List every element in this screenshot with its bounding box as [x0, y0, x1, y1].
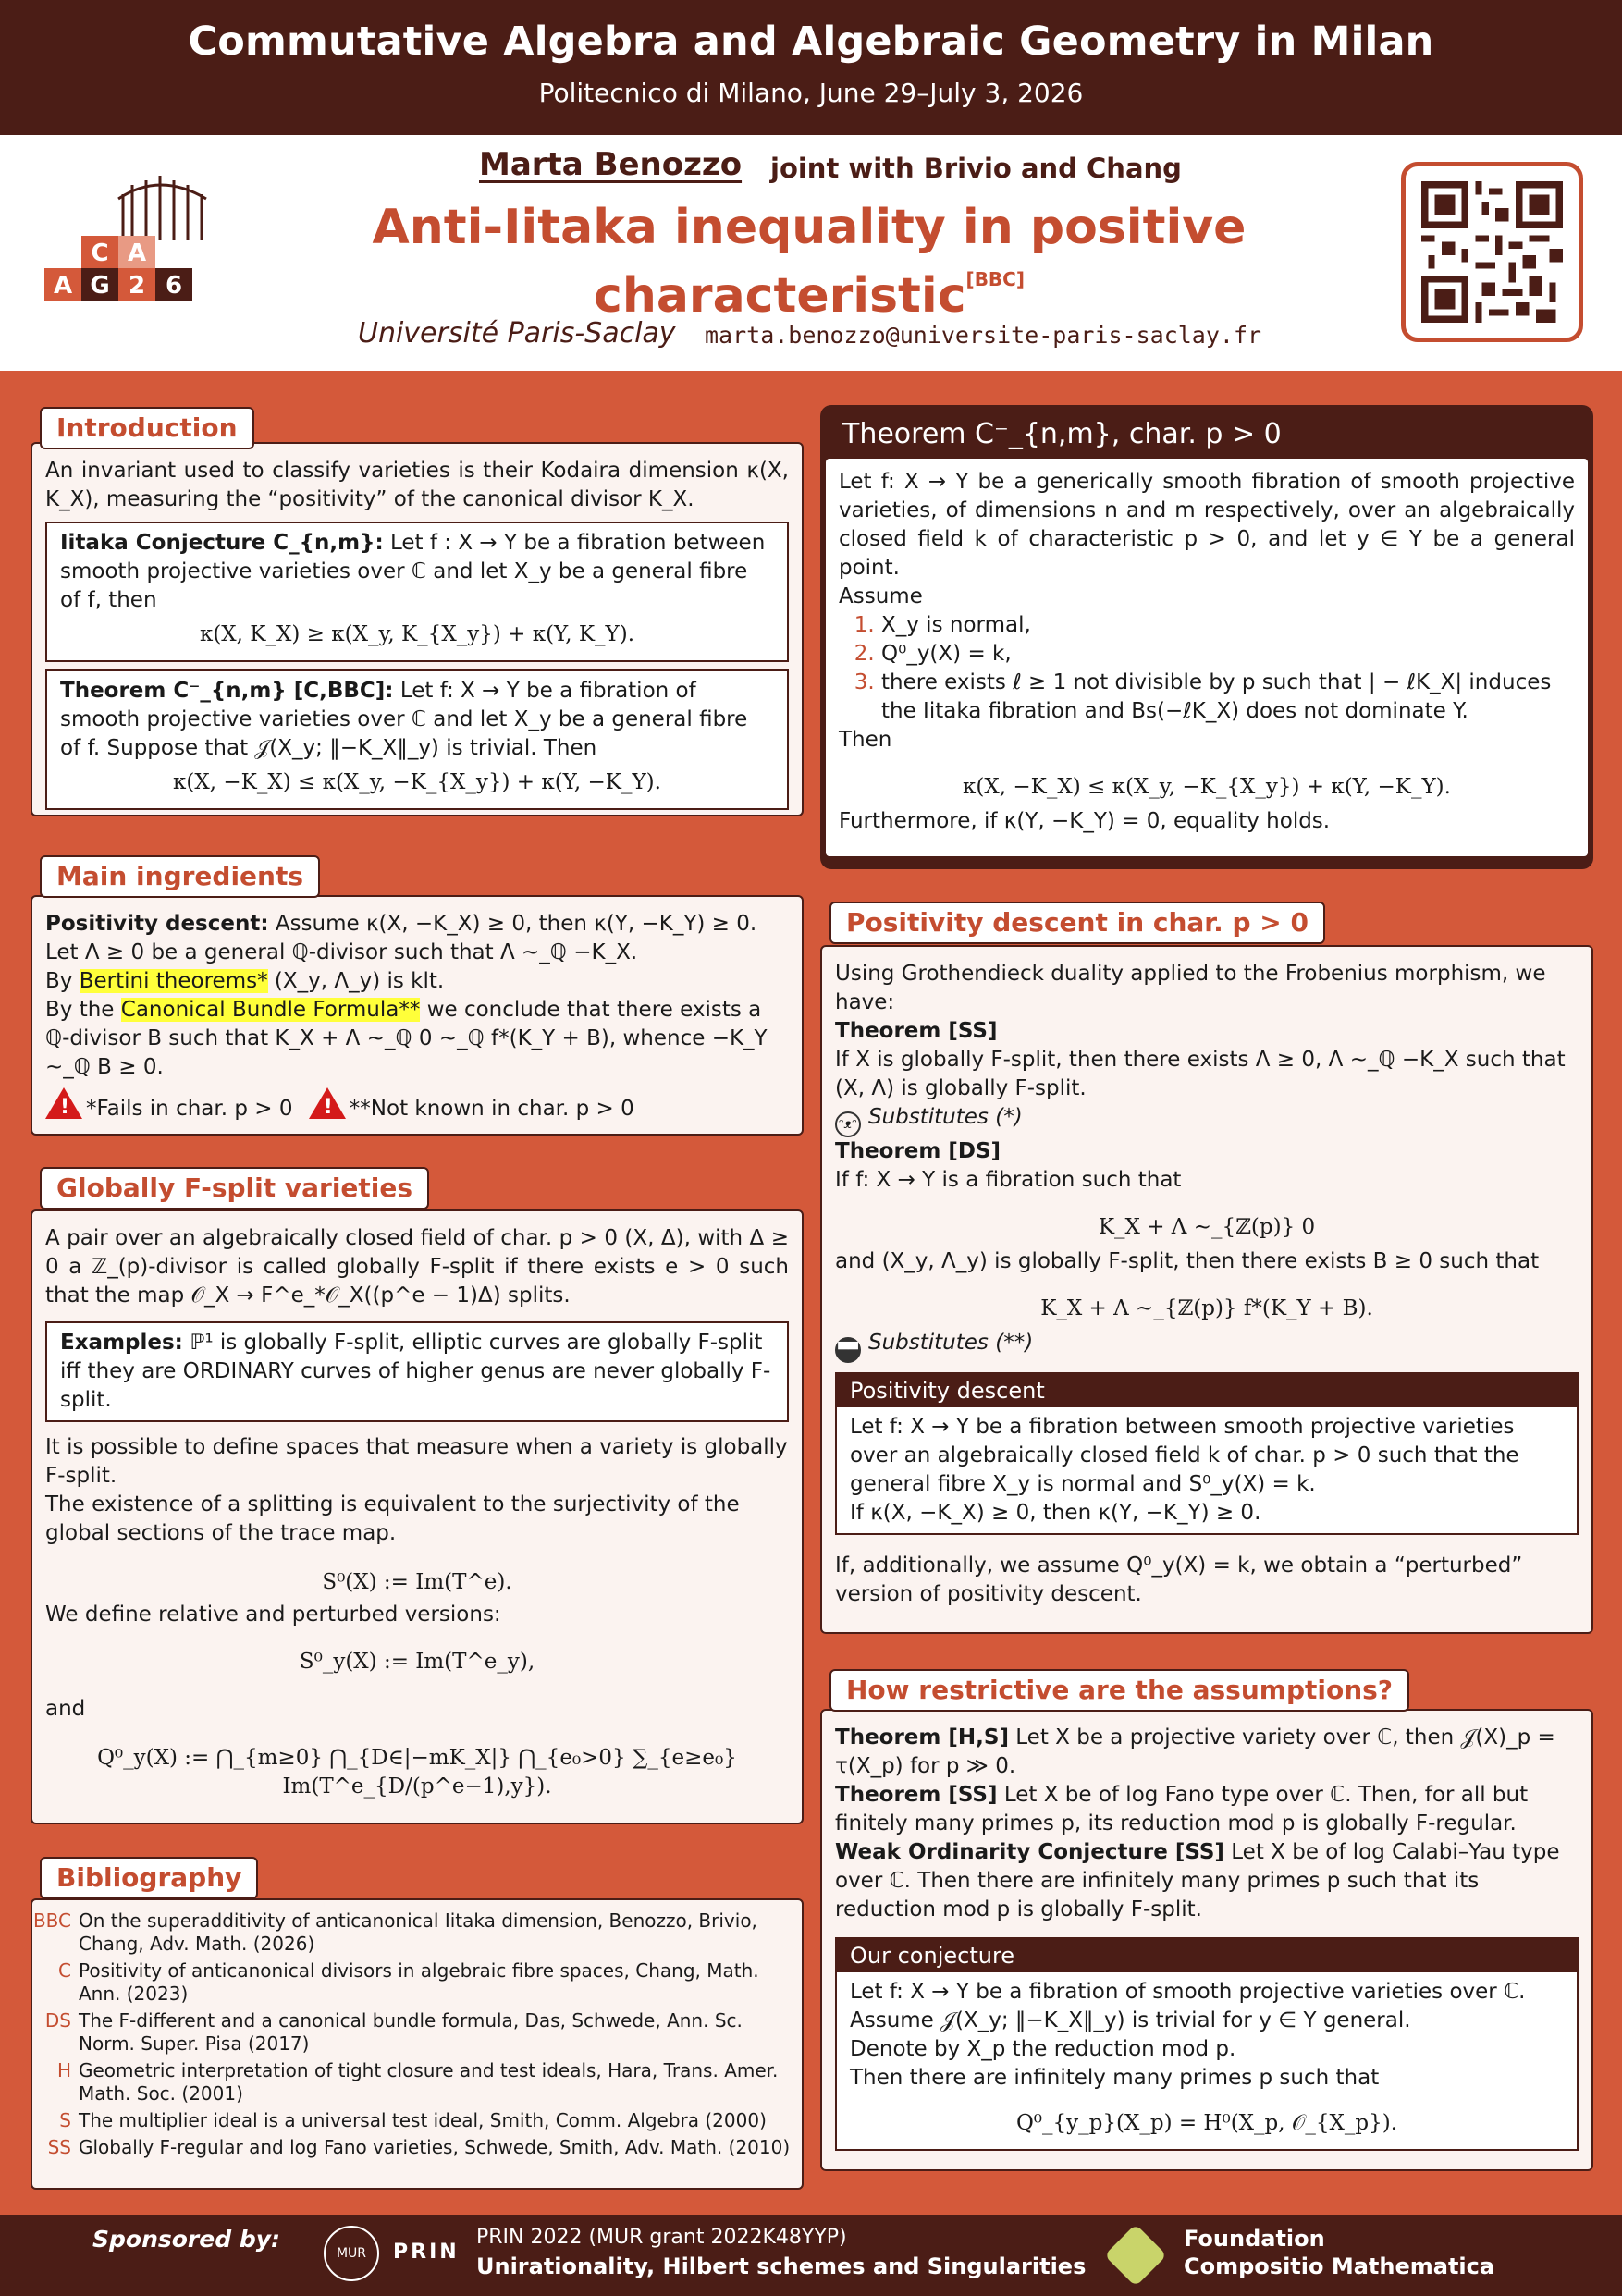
logo-letter-a: A	[127, 239, 147, 267]
weak-ordinarity-text: Let X be of log Calabi–Yau type over ℂ. Then there are infinitely many primes p such that its reduction mod p is globally F-split.	[835, 1840, 1560, 1922]
q0y-equation: Q⁰_y(X) := ⋂_{m≥0} ⋂_{D∈|−mK_X|} ⋂_{e₀>0} ∑_{e≥e₀} Im(T^e_{D/(p^e−1),y}).	[97, 1746, 737, 1799]
s0y-equation: S⁰_y(X) := Im(T^e_y),	[299, 1650, 535, 1674]
conference-banner	[0, 0, 1622, 135]
warning-text-1: *Fails in char. p > 0	[86, 1097, 293, 1121]
bibliography-section	[31, 1898, 804, 2190]
coauthors: joint with Brivio and Chang	[770, 153, 1182, 184]
and-text: and	[45, 1697, 86, 1721]
conjecture-line: Let f: X → Y be a fibration of smooth projective varieties over ℂ.	[850, 1980, 1526, 2004]
thm-ss2-label: Theorem [SS]	[835, 1783, 998, 1807]
bib-entry	[32, 1909, 791, 1956]
assume-label: Assume	[839, 584, 923, 608]
introduction-heading: Introduction	[40, 407, 254, 449]
conference-title: Commutative Algebra and Algebraic Geometry in Milan	[188, 18, 1434, 65]
cbf-prefix: By the	[45, 998, 115, 1022]
theorem-equation: κ(X, −K_X) ≤ κ(X_y, −K_{X_y}) + κ(Y, −K_Y).	[173, 770, 661, 794]
main-theorem-box	[820, 405, 1593, 869]
theorem-label: Theorem C⁻_{n,m} [C,BBC]:	[60, 679, 394, 703]
prin-grant: PRIN 2022 (MUR grant 2022K48YYP)	[476, 2226, 847, 2249]
thm-ss-text: If X is globally F-split, then there exists Λ ≥ 0, Λ ∼_ℚ −K_X such that (X, Λ) is globally F-split.	[835, 1048, 1566, 1100]
conjecture-line: Then there are infinitely many primes p such that	[850, 2066, 1380, 2090]
bibliography-heading: Bibliography	[40, 1857, 258, 1899]
substitutes-1: Substitutes (*)	[868, 1105, 1023, 1129]
examples-label: Examples:	[60, 1331, 183, 1355]
introduction-section	[31, 442, 804, 816]
bertini-highlight: Bertini theorems*	[79, 969, 268, 993]
foundation-logo-icon	[1104, 2224, 1167, 2287]
conjecture-label: Iitaka Conjecture C_{n,m}:	[60, 531, 384, 555]
bib-text: Globally F-regular and log Fano varieties, Schwede, Smith, Adv. Math. (2010)	[79, 2136, 791, 2158]
bib-entry	[32, 2009, 791, 2056]
email-link[interactable]: marta.benozzo@universite-paris-saclay.fr	[705, 322, 1262, 349]
restrictive-heading: How restrictive are the assumptions?	[829, 1669, 1409, 1712]
f-split-heading: Globally F-split varieties	[40, 1167, 429, 1209]
poster-title-text: Anti-Iitaka inequality in positive characteristic	[372, 200, 1247, 324]
sponsor-footer	[0, 2215, 1622, 2296]
warning-icon	[45, 1087, 82, 1119]
bib-entry	[32, 2059, 791, 2106]
bib-entry	[32, 1959, 791, 2006]
conjecture-equation: Q⁰_{y_p}(X_p) = H⁰(X_p, 𝒪_{X_p}).	[1015, 2111, 1398, 2135]
relative-versions-text: We define relative and perturbed versions:	[45, 1602, 501, 1627]
substitutes-2: Substitutes (**)	[868, 1331, 1034, 1355]
ds-equation-1: K_X + Λ ∼_{ℤ(p)} 0	[1098, 1215, 1316, 1239]
conference-venue: Politecnico di Milano, June 29–July 3, 2026	[538, 78, 1084, 108]
descent-outro: If, additionally, we assume Q⁰_y(X) = k, we obtain a “perturbed” version of positivity descent.	[835, 1553, 1523, 1606]
conjecture-box-title: Our conjecture	[837, 1939, 1577, 1972]
trace-map-text: The existence of a splitting is equivalent to the surjectivity of the global sections of the trace map.	[45, 1492, 740, 1545]
bertini-suffix: (X_y, Λ_y) is klt.	[274, 969, 445, 993]
main-ingredients-heading: Main ingredients	[40, 855, 320, 898]
lambda-line: Let Λ ≥ 0 be a general ℚ-divisor such that Λ ∼_ℚ −K_X.	[45, 940, 638, 964]
iitaka-conjecture-box	[45, 522, 789, 662]
bib-key: SS	[47, 2136, 71, 2158]
logo-letter-g: G	[90, 272, 110, 300]
f-split-definition: A pair over an algebraically closed field of char. p > 0 (X, Δ), with Δ ≥ 0 a ℤ_(p)-divisor is called globally F-split if there exists e > 0 such that the map 𝒪_X → F^e_*𝒪_X((p^e − 1)Δ) splits.	[45, 1226, 789, 1308]
bib-entry	[32, 2109, 791, 2132]
then-label: Then	[839, 728, 892, 752]
main-theorem-heading: Theorem C⁻_{n,m}, char. p > 0	[842, 418, 1282, 450]
logo-letter-a2: A	[53, 272, 73, 300]
bib-key: H	[56, 2059, 71, 2081]
thm-hs-label: Theorem [H,S]	[835, 1725, 1009, 1750]
weak-ordinarity-label: Weak Ordinarity Conjecture [SS]	[835, 1840, 1224, 1864]
conjecture-equation: κ(X, K_X) ≥ κ(X_y, K_{X_y}) + κ(Y, K_Y).	[199, 622, 635, 646]
positivity-descent-box-text: Let f: X → Y be a fibration between smooth projective varieties over an algebraically closed field k of char. p > 0 such that the general fibre X_y is normal and S⁰_y(X) = k.	[850, 1415, 1519, 1496]
positivity-descent-text: Assume κ(X, −K_X) ≥ 0, then κ(Y, −K_Y) ≥ 0.	[275, 912, 757, 936]
bib-text: The multiplier ideal is a universal test ideal, Smith, Comm. Algebra (2000)	[79, 2109, 767, 2131]
bib-text: On the superadditivity of anticanonical Iitaka dimension, Benozzo, Brivio, Chang, Adv. Math. (2026)	[79, 1909, 757, 1955]
ds-equation-2: K_X + Λ ∼_{ℤ(p)} f*(K_Y + B).	[1040, 1296, 1373, 1320]
sunglasses-icon: ▀▀	[835, 1337, 861, 1363]
examples-text: ℙ¹ is globally F-split, elliptic curves are globally F-split iff they are ORDINARY curves of higher genus are never globally F-split.	[60, 1331, 771, 1412]
prin-logo: PRIN	[393, 2241, 460, 2264]
theorem-c-box	[45, 669, 789, 810]
positivity-descent-box-conclusion: If κ(X, −K_X) ≥ 0, then κ(Y, −K_Y) ≥ 0.	[850, 1501, 1261, 1525]
assumptions-list	[881, 611, 1575, 726]
main-theorem-text: Let f: X → Y be a generically smooth fibration of smooth projective varieties, of dimensions n and m respectively, over an algebraically closed field k of characteristic p > 0, and let y ∈ Y be a general point.	[839, 470, 1575, 580]
theorem-text: Let f: X → Y be a fibration of smooth projective varieties over ℂ and let X_y be a general fibre of f. Suppose that 𝒥(X_y; ‖−K_X‖_y) is trivial. Then	[60, 679, 748, 760]
examples-box	[45, 1321, 789, 1422]
warning-icon	[309, 1087, 346, 1119]
thm-ss2-text: Let X be of log Fano type over ℂ. Then, for all but finitely many primes p, its reduction mod p is globally F-regular.	[835, 1783, 1529, 1836]
s0-equation: S⁰(X) := Im(T^e).	[322, 1570, 512, 1594]
main-theorem-equation: κ(X, −K_X) ≤ κ(X_y, −K_{X_y}) + κ(Y, −K_Y).	[963, 775, 1451, 799]
thm-hs-text: Let X be a projective variety over ℂ, then 𝒥(X)_p = τ(X_p) for p ≫ 0.	[835, 1725, 1555, 1778]
qr-code-icon[interactable]	[1401, 162, 1583, 342]
bib-key: S	[59, 2109, 71, 2131]
bib-entry	[32, 2136, 791, 2159]
restrictive-section	[820, 1709, 1593, 2171]
conference-logo	[44, 176, 229, 324]
thm-ds-text: If f: X → Y is a fibration such that	[835, 1168, 1182, 1192]
bib-key: DS	[44, 2009, 71, 2032]
positivity-descent-box-title: Positivity descent	[837, 1374, 1577, 1407]
title-reference: [BBC]	[965, 268, 1025, 290]
bertini-prefix: By	[45, 969, 73, 993]
conjecture-line: Denote by X_p the reduction mod p.	[850, 2037, 1236, 2061]
f-split-measure-text: It is possible to define spaces that measure when a variety is globally F-split.	[45, 1435, 788, 1488]
f-split-section	[31, 1209, 804, 1824]
warning-text-2: **Not known in char. p > 0	[349, 1097, 634, 1121]
foundation-line-1: Foundation	[1184, 2226, 1325, 2252]
furthermore-text: Furthermore, if κ(Y, −K_Y) = 0, equality holds.	[839, 809, 1331, 833]
mur-logo-icon: MUR	[324, 2226, 379, 2281]
descent-intro: Using Grothendieck duality applied to the Frobenius morphism, we have:	[835, 962, 1546, 1014]
thm-ds-label: Theorem [DS]	[835, 1139, 1001, 1163]
prin-project: Unirationality, Hilbert schemes and Singularities	[476, 2253, 1087, 2279]
logo-digit-6: 6	[165, 272, 183, 300]
author-name: Marta Benozzo	[479, 146, 743, 183]
bib-key: BBC	[32, 1909, 71, 1932]
conjecture-line: Assume 𝒥(X_y; ‖−K_X‖_y) is trivial for y ∈ Y general.	[850, 2008, 1411, 2032]
foundation-line-2: Compositio Mathematica	[1184, 2253, 1495, 2279]
assumption-item: 1. X_y is normal,	[881, 611, 1575, 640]
conjecture-box	[835, 1937, 1579, 2151]
bib-text: Positivity of anticanonical divisors in algebraic fibre spaces, Chang, Math. Ann. (2023)	[79, 1959, 759, 2005]
thm-ds-text-2: and (X_y, Λ_y) is globally F-split, then there exists B ≥ 0 such that	[835, 1249, 1540, 1273]
descent-heading: Positivity descent in char. p > 0	[829, 902, 1325, 944]
positivity-descent-box	[835, 1372, 1579, 1535]
assumption-item: 2. Q⁰_y(X) = k,	[881, 640, 1575, 669]
assumption-item: 3. there exists ℓ ≥ 1 not divisible by p such that | − ℓK_X| induces the Iitaka fibration and Bs(−ℓK_X) does not dominate Y.	[881, 669, 1575, 726]
intro-text: An invariant used to classify varieties is their Kodaira dimension κ(X, K_X), measuring the “positivity” of the canonical divisor K_X.	[45, 459, 789, 511]
sponsored-label: Sponsored by:	[92, 2226, 281, 2253]
logo-digit-2: 2	[128, 272, 146, 300]
thm-ss-label: Theorem [SS]	[835, 1019, 998, 1043]
cbf-suffix: we conclude that there exists a ℚ-divisor B such that K_X + Λ ∼_ℚ 0 ∼_ℚ f*(K_Y + B), whence −K_Y ∼_ℚ B ≥ 0.	[45, 998, 768, 1079]
logo-letter-c: C	[91, 239, 109, 267]
descent-section	[820, 945, 1593, 1634]
bib-text: The F-different and a canonical bundle formula, Das, Schwede, Ann. Sc. Norm. Super. Pisa (2017)	[79, 2009, 743, 2055]
main-ingredients-section	[31, 895, 804, 1136]
affiliation: Université Paris-Saclay	[358, 317, 676, 350]
positivity-descent-label: Positivity descent:	[45, 912, 269, 936]
conjecture-text: Let f : X → Y be a fibration between smooth projective varieties over ℂ and let X_y be a general fibre of f, then	[60, 531, 766, 612]
cbf-highlight: Canonical Bundle Formula**	[120, 998, 421, 1022]
smiley-icon: ᵔᴥᵔ	[835, 1111, 861, 1137]
bib-text: Geometric interpretation of tight closure and test ideals, Hara, Trans. Amer. Math. Soc. (2001)	[79, 2059, 779, 2105]
poster-title	[305, 202, 1313, 322]
bib-key: C	[58, 1959, 71, 1982]
